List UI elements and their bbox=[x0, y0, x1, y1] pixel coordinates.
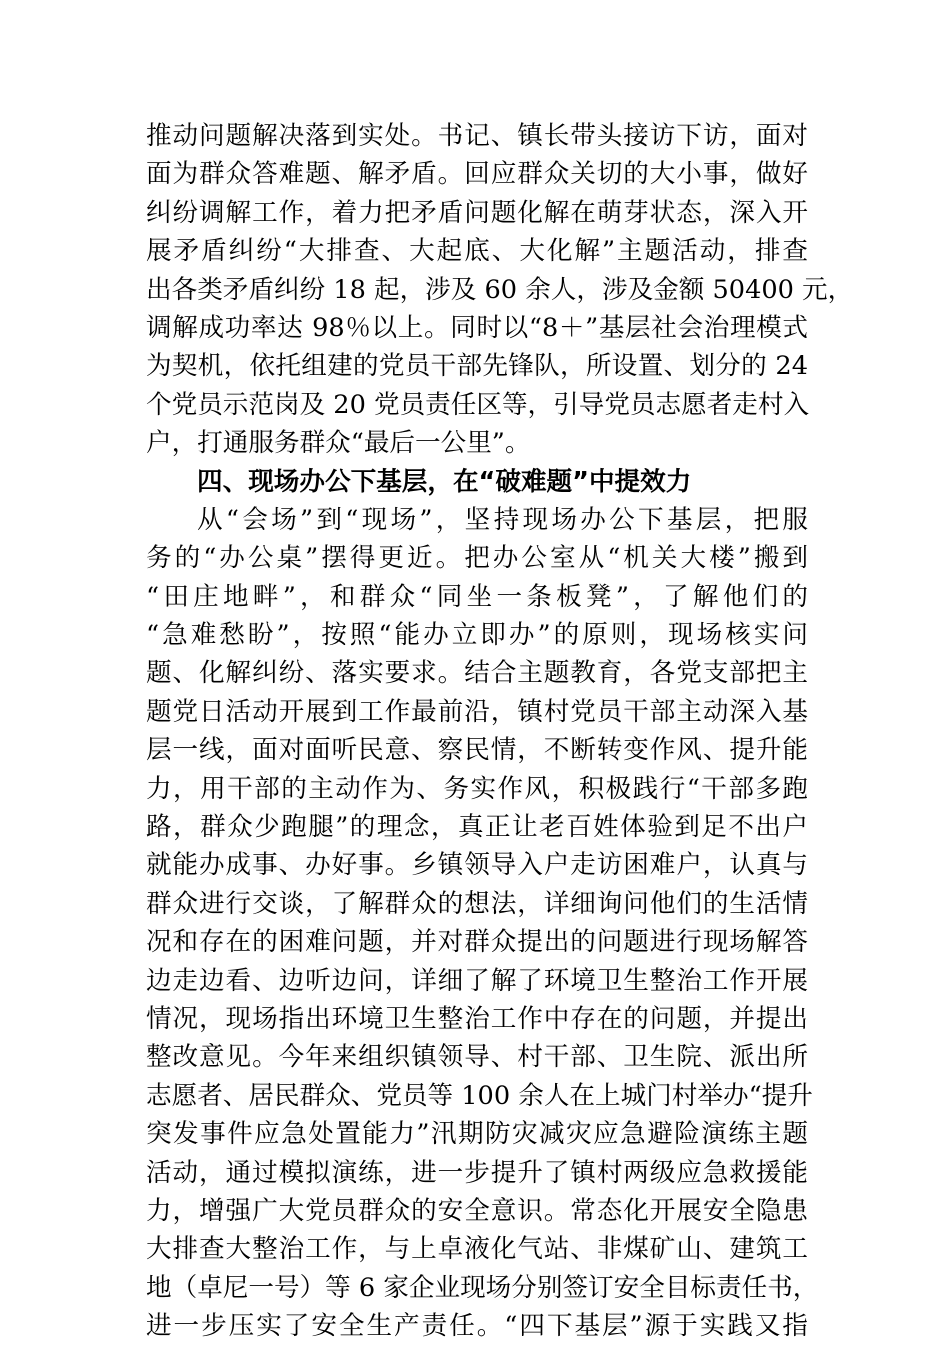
text-line: 突发事件应急处置能力”汛期防灾减灾应急避险演练主题 bbox=[146, 1119, 808, 1150]
text-line: 力，用干部的主动作为、务实作风，积极践行“干部多跑 bbox=[146, 773, 808, 804]
text-line: 推动问题解决落到实处。书记、镇长带头接访下访，面对 bbox=[146, 121, 808, 151]
paragraph-1 bbox=[146, 117, 854, 463]
text-line: 面为群众答难题、解矛盾。回应群众关切的大小事，做好 bbox=[146, 159, 808, 190]
text-line: “田庄地畔”，和群众“同坐一条板凳”，了解他们的 bbox=[146, 581, 808, 612]
text-line: 志愿者、居民群众、党员等 100 余人在上城门村举办“提升 bbox=[146, 1080, 813, 1111]
text-line: 个党员示范岗及 20 党员责任区等，引导党员志愿者走村入 bbox=[146, 389, 810, 420]
text-line: 层一线，面对面听民意、察民情，不断转变作风、提升能 bbox=[146, 735, 808, 766]
text-line: 群众进行交谈，了解群众的想法，详细询问他们的生活情 bbox=[146, 888, 808, 919]
text-line: 情况，现场指出环境卫生整治工作中存在的问题，并提出 bbox=[146, 1003, 808, 1034]
paragraph-2 bbox=[146, 501, 819, 1346]
section-heading: 四、现场办公下基层，在“破难题”中提效力 bbox=[197, 466, 692, 497]
text-line: 活动，通过模拟演练，进一步提升了镇村两级应急救援能 bbox=[146, 1157, 808, 1188]
text-line: 题、化解纠纷、落实要求。结合主题教育，各党支部把主 bbox=[146, 658, 808, 689]
text-line: 整改意见。今年来组织镇领导、村干部、卫生院、派出所 bbox=[146, 1042, 808, 1073]
text-line: 出各类矛盾纠纷 18 起，涉及 60 余人，涉及金额 50400 元， bbox=[146, 274, 854, 305]
text-line: 展矛盾纠纷“大排查、大起底、大化解”主题活动，排查 bbox=[146, 236, 808, 267]
text-line: 进一步压实了安全生产责任。“四下基层”源于实践又指 bbox=[146, 1311, 808, 1342]
text-line: 就能办成事、办好事。乡镇领导入户走访困难户，认真与 bbox=[146, 850, 808, 881]
text-line: 况和存在的困难问题，并对群众提出的问题进行现场解答 bbox=[146, 927, 808, 958]
text-line: 调解成功率达 98％以上。同时以“8＋”基层社会治理模式 bbox=[146, 312, 808, 343]
text-line: 务的“办公桌”摆得更近。把办公室从“机关大楼”搬到 bbox=[146, 543, 808, 574]
text-line: “急难愁盼”，按照“能办立即办”的原则，现场核实问 bbox=[146, 620, 808, 651]
text-line: 户，打通服务群众“最后一公里”。 bbox=[146, 428, 531, 459]
text-line: 边走边看、边听边问，详细了解了环境卫生整治工作开展 bbox=[146, 965, 808, 996]
text-line: 题党日活动开展到工作最前沿，镇村党员干部主动深入基 bbox=[146, 696, 808, 727]
text-line: 力，增强广大党员群众的安全意识。常态化开展安全隐患 bbox=[146, 1195, 808, 1226]
text-line: 为契机，依托组建的党员干部先锋队，所设置、划分的 24 bbox=[146, 351, 808, 382]
text-line: 大排查大整治工作，与上卓液化气站、非煤矿山、建筑工 bbox=[146, 1234, 808, 1265]
text-line: 纠纷调解工作，着力把矛盾问题化解在萌芽状态，深入开 bbox=[146, 197, 808, 228]
document-page bbox=[146, 117, 854, 1346]
text-line: 从“会场”到“现场”，坚持现场办公下基层，把服 bbox=[197, 504, 808, 535]
text-line: 地（卓尼一号）等 6 家企业现场分别签订安全目标责任书， bbox=[146, 1272, 819, 1303]
text-line: 路，群众少跑腿”的理念，真正让老百姓体验到足不出户 bbox=[146, 812, 808, 843]
